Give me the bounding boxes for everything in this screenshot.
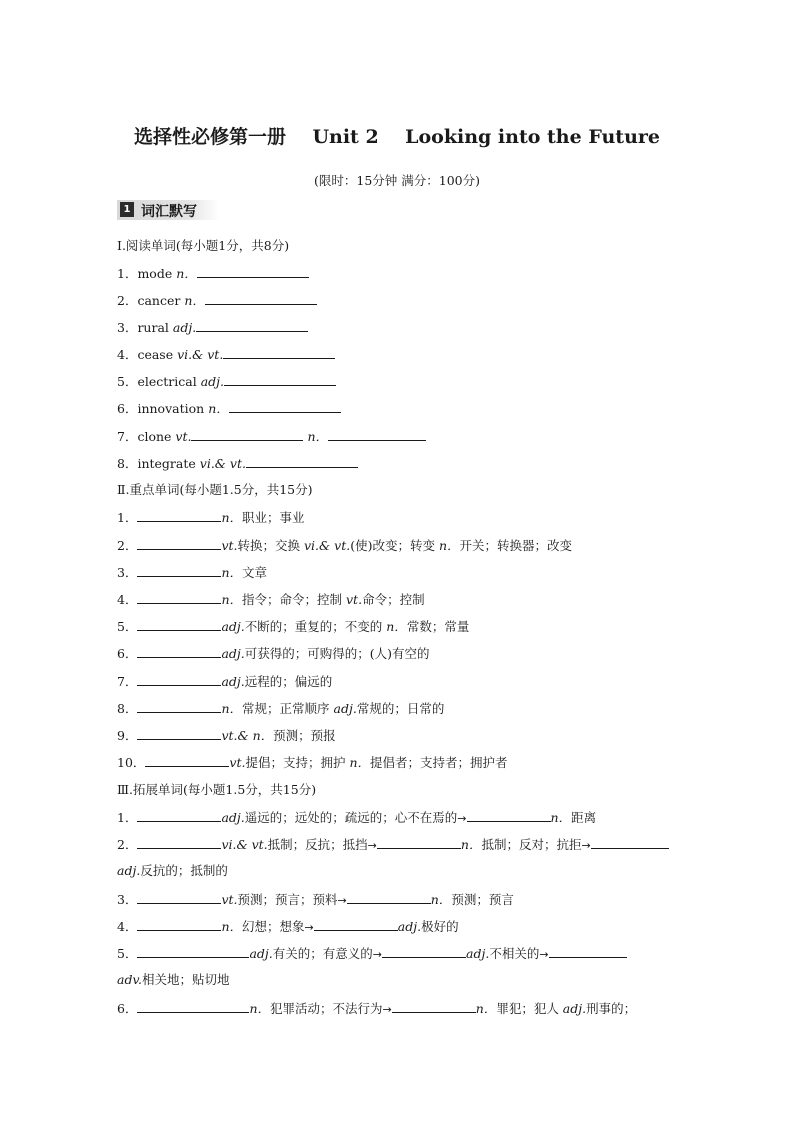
page-subtitle: (限时：15分钟 满分：100分) xyxy=(314,173,480,188)
answer-blank[interactable] xyxy=(246,455,358,468)
part1-heading: Ⅰ.阅读单词(每小题1分，共8分) xyxy=(117,238,290,253)
answer-blank[interactable] xyxy=(137,891,221,904)
list-item: 1．mode n． xyxy=(117,265,309,282)
list-item: 4． n．幻想；想象→ adj.极好的 xyxy=(117,919,459,934)
list-item: 2． vt.转换；交换 vi.& vt.(使)改变；转变 n．开关；转换器；改变 xyxy=(117,538,573,553)
answer-blank[interactable] xyxy=(328,428,426,441)
list-item: 6． adj.可获得的；可购得的；(人)有空的 xyxy=(117,646,430,661)
list-item: 5． adj.有关的；有意义的→ adj.不相关的→ xyxy=(117,945,627,963)
answer-blank[interactable] xyxy=(137,591,221,604)
answer-blank[interactable] xyxy=(382,945,466,958)
answer-blank[interactable] xyxy=(591,836,669,849)
answer-blank[interactable] xyxy=(314,918,398,931)
list-item: 10． vt.提倡；支持；拥护 n．提倡者；支持者；拥护者 xyxy=(117,755,508,770)
answer-blank[interactable] xyxy=(137,836,221,849)
list-item: 6． n．犯罪活动；不法行为→ n．罪犯；犯人 adj.刑事的； xyxy=(117,1001,637,1016)
list-item: 5．electrical adj. xyxy=(117,373,336,390)
list-item: 7．clone vt. n． xyxy=(117,428,426,445)
answer-blank[interactable] xyxy=(137,618,221,631)
list-item: 1． adj.遥远的；远处的；疏远的；心不在焉的→ n．距离 xyxy=(117,810,597,825)
answer-blank[interactable] xyxy=(137,727,221,740)
answer-blank[interactable] xyxy=(549,945,627,958)
list-item-continuation: adj.反抗的；抵制的 xyxy=(117,863,228,878)
list-item: 2． vi.& vt.抵制；反抗；抵挡→ n．抵制；反对；抗拒→ xyxy=(117,836,669,854)
answer-blank[interactable] xyxy=(392,1000,476,1013)
list-item: 9． vt.& n．预测；预报 xyxy=(117,728,336,743)
answer-blank[interactable] xyxy=(137,700,221,713)
answer-blank[interactable] xyxy=(223,346,335,359)
list-item: 2．cancer n． xyxy=(117,292,317,309)
answer-blank[interactable] xyxy=(467,809,551,822)
list-item: 8． n．常规；正常顺序 adj.常规的；日常的 xyxy=(117,701,445,716)
answer-blank[interactable] xyxy=(145,754,229,767)
answer-blank[interactable] xyxy=(229,400,341,413)
answer-blank[interactable] xyxy=(137,509,221,522)
answer-blank[interactable] xyxy=(137,645,221,658)
list-item: 4．cease vi.& vt. xyxy=(117,346,335,363)
answer-blank[interactable] xyxy=(347,891,431,904)
page-title: 选择性必修第一册 Unit 2 Looking into the Future xyxy=(134,126,660,148)
list-item: 1． n．职业；事业 xyxy=(117,510,305,525)
answer-blank[interactable] xyxy=(224,373,336,386)
list-item-continuation: adv.相关地；贴切地 xyxy=(117,972,230,987)
section-header xyxy=(117,200,219,220)
answer-blank[interactable] xyxy=(137,809,221,822)
section-number-badge: 1 xyxy=(120,202,134,217)
answer-blank[interactable] xyxy=(205,292,317,305)
answer-blank[interactable] xyxy=(137,537,221,550)
part3-heading: Ⅲ.拓展单词(每小题1.5分，共15分) xyxy=(117,782,317,797)
answer-blank[interactable] xyxy=(137,673,221,686)
answer-blank[interactable] xyxy=(196,319,308,332)
list-item: 7． adj.远程的；偏远的 xyxy=(117,674,333,689)
answer-blank[interactable] xyxy=(137,1000,249,1013)
list-item: 4． n．指令；命令；控制 vt.命令；控制 xyxy=(117,592,425,607)
answer-blank[interactable] xyxy=(137,918,221,931)
answer-blank[interactable] xyxy=(137,564,221,577)
section-label: 词汇默写 xyxy=(141,204,197,220)
answer-blank[interactable] xyxy=(137,945,249,958)
list-item: 3． vt.预测；预言；预料→ n．预测；预言 xyxy=(117,892,514,907)
list-item: 3． n．文章 xyxy=(117,565,268,580)
list-item: 3．rural adj. xyxy=(117,319,308,336)
part2-heading: Ⅱ.重点单词(每小题1.5分，共15分) xyxy=(117,482,313,497)
list-item: 8．integrate vi.& vt. xyxy=(117,455,358,472)
answer-blank[interactable] xyxy=(197,265,309,278)
answer-blank[interactable] xyxy=(377,836,461,849)
answer-blank[interactable] xyxy=(191,428,303,441)
list-item: 5． adj.不断的；重复的；不变的 n．常数；常量 xyxy=(117,619,470,634)
list-item: 6．innovation n． xyxy=(117,400,341,417)
